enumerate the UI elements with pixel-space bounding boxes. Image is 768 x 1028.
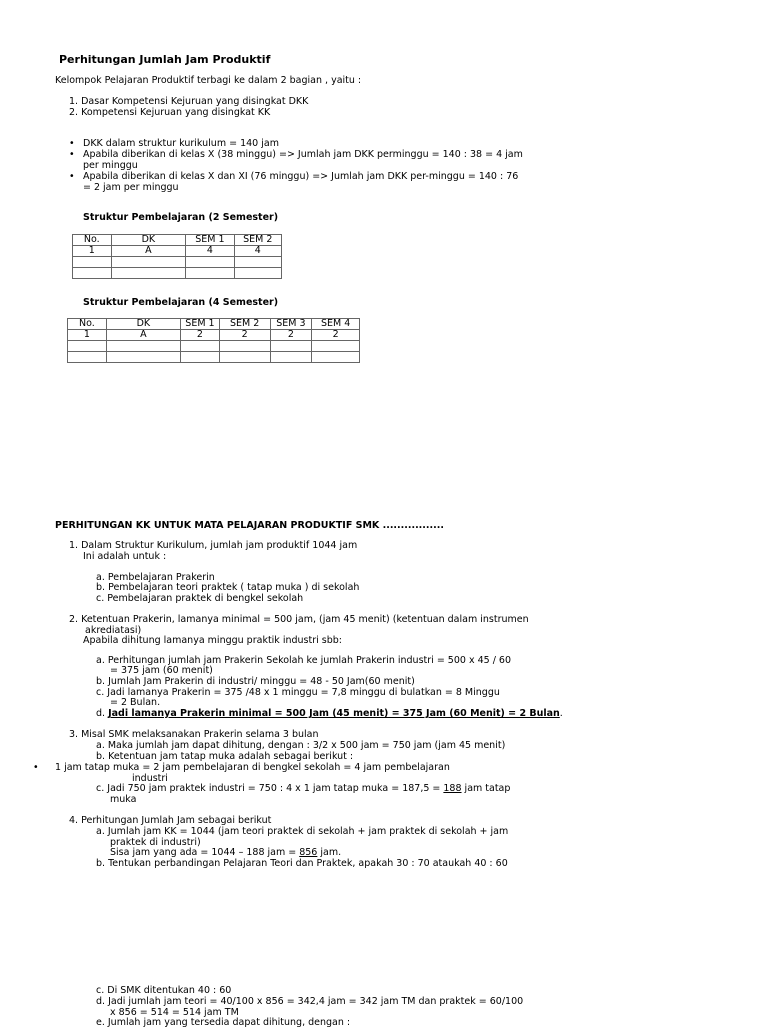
table-cell [106, 352, 180, 363]
sub-item: a. Perhitungan jumlah jam Prakerin Sekolah ke jumlah Prakerin industri = 500 x 45 / 60 [96, 655, 512, 666]
table-header: SEM 4 [312, 319, 360, 330]
sub-item: c. Jadi lamanya Prakerin = 375 /48 x 1 minggu = 7,8 minggu di bulatkan = 8 Minggu [96, 687, 500, 698]
sub-item-text: c. Jadi 750 jam praktek industri = 750 : 4 x 1 jam tatap muka = 187,5 = [96, 783, 444, 794]
sub-item [96, 783, 510, 794]
sub-item-highlight [96, 708, 563, 719]
table-cell: A [106, 330, 180, 341]
intro-text: Kelompok Pelajaran Produktif terbagi ke dalam 2 bagian , yaitu : [55, 75, 362, 86]
bullet-text: per minggu [83, 160, 138, 171]
table-header: SEM 2 [219, 319, 270, 330]
bullet-text: = 2 jam per minggu [83, 182, 179, 193]
sub-item-marker: d. [96, 708, 109, 719]
bullet-icon: • [69, 138, 75, 149]
bullet-icon: • [33, 762, 39, 773]
sub-item: b. Ketentuan jam tatap muka adalah sebagai berikut : [96, 751, 354, 762]
table-cell: 2 [270, 330, 312, 341]
bullet-text: Apabila diberikan di kelas X (38 minggu) => Jumlah jam DKK perminggu = 140 : 38 = 4 jam [83, 149, 523, 160]
list-item: 1. Dalam Struktur Kurikulum, jumlah jam produktif 1044 jam [69, 540, 358, 551]
list-item: Apabila dihitung lamanya minggu praktik industri sbb: [83, 635, 342, 646]
table-cell [73, 268, 112, 279]
table-cell: 2 [181, 330, 220, 341]
table-cell [312, 341, 360, 352]
table-cell [219, 352, 270, 363]
sub-item: praktek di industri) [110, 837, 201, 848]
sub-item: x 856 = 514 = 514 jam TM [110, 1007, 239, 1018]
table-cell [234, 268, 281, 279]
table-cell [73, 257, 112, 268]
table-cell: 1 [73, 246, 112, 257]
bullet-text: 1 jam tatap muka = 2 jam pembelajaran di bengkel sekolah = 4 jam pembelajaran [55, 762, 450, 773]
table-cell [312, 352, 360, 363]
table-2-semester [72, 234, 282, 279]
table-cell: 2 [219, 330, 270, 341]
sub-item-suffix: . [559, 708, 563, 719]
list-item: 2. Kompetensi Kejuruan yang disingkat KK [69, 107, 271, 118]
table-cell [111, 268, 186, 279]
table-cell [270, 352, 312, 363]
bullet-text: DKK dalam struktur kurikulum = 140 jam [83, 138, 279, 149]
table-cell [68, 341, 107, 352]
table-header: SEM 1 [181, 319, 220, 330]
table-cell [181, 341, 220, 352]
sub-item: a. Maka jumlah jam dapat dihitung, dengan : 3/2 x 500 jam = 750 jam (jam 45 menit) [96, 740, 506, 751]
table-header: DK [111, 235, 186, 246]
table-cell [111, 257, 186, 268]
table-title: Struktur Pembelajaran (4 Semester) [83, 297, 279, 308]
table-cell [181, 352, 220, 363]
bullet-icon: • [69, 149, 75, 160]
list-item: Ini adalah untuk : [83, 551, 167, 562]
table-cell [68, 352, 107, 363]
bullet-text: Apabila diberikan di kelas X dan XI (76 minggu) => Jumlah jam DKK per-minggu = 140 : 76 [83, 171, 519, 182]
sub-item: e. Jumlah jam yang tersedia dapat dihitung, dengan : [96, 1017, 351, 1028]
underlined-value: 188 [443, 783, 462, 794]
table-cell: A [111, 246, 186, 257]
list-item: 4. Perhitungan Jumlah Jam sebagai berikut [69, 815, 272, 826]
sub-item: a. Jumlah jam KK = 1044 (jam teori praktek di sekolah + jam praktek di sekolah + jam [96, 826, 509, 837]
table-header: SEM 1 [186, 235, 234, 246]
table-4-semester [67, 318, 360, 363]
sub-item: b. Jumlah Jam Prakerin di industri/ minggu = 48 - 50 Jam(60 menit) [96, 676, 415, 687]
page-title: Perhitungan Jumlah Jam Produktif [59, 53, 271, 66]
table-cell [219, 341, 270, 352]
sub-item: c. Pembelajaran praktek di bengkel sekolah [96, 593, 304, 604]
table-cell [186, 268, 234, 279]
table-cell [186, 257, 234, 268]
table-cell: 2 [312, 330, 360, 341]
sub-item: b. Pembelajaran teori praktek ( tatap muka ) di sekolah [96, 582, 360, 593]
sub-item: b. Tentukan perbandingan Pelajaran Teori dan Praktek, apakah 30 : 70 ataukah 40 : 60 [96, 858, 508, 869]
table-title: Struktur Pembelajaran (2 Semester) [83, 212, 279, 223]
table-cell: 4 [234, 246, 281, 257]
table-cell [234, 257, 281, 268]
table-cell [270, 341, 312, 352]
sub-item: = 375 jam (60 menit) [110, 665, 213, 676]
sub-item-text: Sisa jam yang ada = 1044 – 188 jam = [110, 847, 300, 858]
table-header: SEM 3 [270, 319, 312, 330]
underlined-value: 856 [299, 847, 318, 858]
section-title: PERHITUNGAN KK UNTUK MATA PELAJARAN PRODUKTIF SMK ................. [55, 520, 444, 531]
sub-item [110, 847, 341, 858]
list-item: 1. Dasar Kompetensi Kejuruan yang disingkat DKK [69, 96, 309, 107]
table-cell [106, 341, 180, 352]
sub-item-text: jam tatap [461, 783, 511, 794]
bullet-icon: • [69, 171, 75, 182]
sub-item-text: jam. [317, 847, 342, 858]
table-header: No. [68, 319, 107, 330]
table-header: No. [73, 235, 112, 246]
sub-item: muka [110, 794, 137, 805]
table-cell: 1 [68, 330, 107, 341]
sub-item: c. Di SMK ditentukan 40 : 60 [96, 985, 232, 996]
table-header: DK [106, 319, 180, 330]
sub-item: = 2 Bulan. [110, 697, 161, 708]
list-item: 3. Misal SMK melaksanakan Prakerin selama 3 bulan [69, 729, 319, 740]
list-item: 2. Ketentuan Prakerin, lamanya minimal = 500 jam, (jam 45 menit) (ketentuan dalam instrumen [69, 614, 529, 625]
sub-item: a. Pembelajaran Prakerin [96, 572, 215, 583]
highlight-text: Jadi lamanya Prakerin minimal = 500 Jam (45 menit) = 375 Jam (60 Menit) = 2 Bulan [108, 708, 560, 719]
sub-item: d. Jadi jumlah jam teori = 40/100 x 856 = 342,4 jam = 342 jam TM dan praktek = 60/100 [96, 996, 524, 1007]
table-cell: 4 [186, 246, 234, 257]
list-item: akrediatasi) [85, 625, 142, 636]
bullet-text: industri [132, 773, 168, 784]
table-header: SEM 2 [234, 235, 281, 246]
